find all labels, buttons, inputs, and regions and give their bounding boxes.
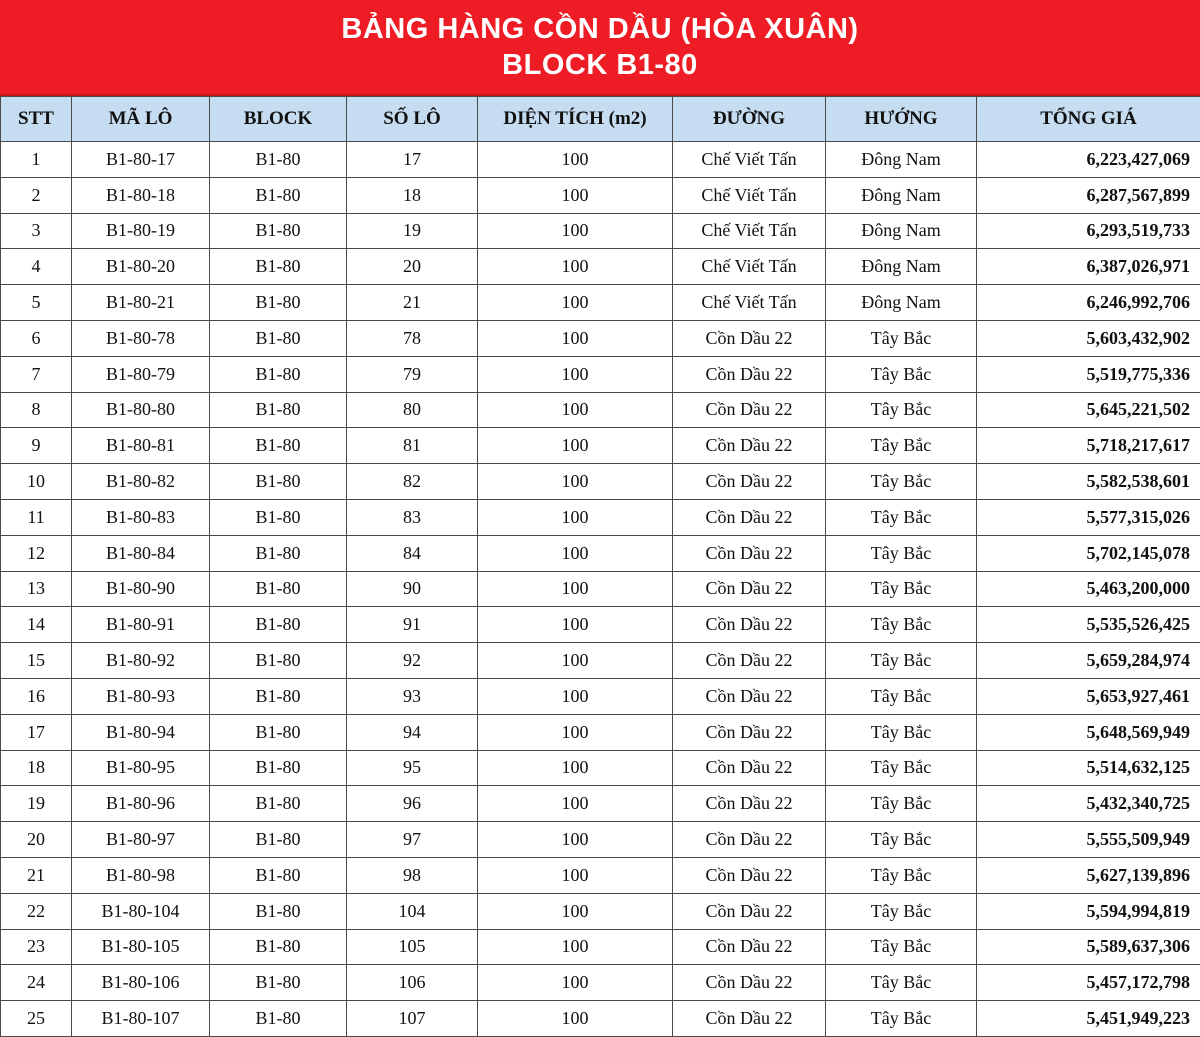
so-lo-cell: 106 xyxy=(347,965,478,1001)
ma-lo-cell: B1-80-92 xyxy=(72,643,210,679)
tong-gia-cell: 6,293,519,733 xyxy=(977,213,1200,249)
stt-cell: 5 xyxy=(1,285,72,321)
ma-lo-cell: B1-80-94 xyxy=(72,714,210,750)
duong-cell: Cồn Dầu 22 xyxy=(673,750,826,786)
block-cell: B1-80 xyxy=(210,320,347,356)
ma-lo-cell: B1-80-93 xyxy=(72,678,210,714)
table-row xyxy=(1,285,1200,321)
dien-tich-cell: 100 xyxy=(478,643,673,679)
so-lo-cell: 81 xyxy=(347,428,478,464)
column-header-dien-tich: DIỆN TÍCH (m2) xyxy=(478,97,673,142)
duong-cell: Cồn Dầu 22 xyxy=(673,535,826,571)
stt-cell: 19 xyxy=(1,786,72,822)
ma-lo-cell: B1-80-83 xyxy=(72,499,210,535)
title-line-2: BLOCK B1-80 xyxy=(502,47,698,83)
duong-cell: Cồn Dầu 22 xyxy=(673,929,826,965)
block-cell: B1-80 xyxy=(210,356,347,392)
duong-cell: Cồn Dầu 22 xyxy=(673,356,826,392)
so-lo-cell: 94 xyxy=(347,714,478,750)
table-row xyxy=(1,678,1200,714)
huong-cell: Tây Bắc xyxy=(826,822,977,858)
column-header-so-lo: SỐ LÔ xyxy=(347,97,478,142)
so-lo-cell: 107 xyxy=(347,1001,478,1037)
ma-lo-cell: B1-80-18 xyxy=(72,177,210,213)
dien-tich-cell: 100 xyxy=(478,392,673,428)
tong-gia-cell: 5,555,509,949 xyxy=(977,822,1200,858)
dien-tich-cell: 100 xyxy=(478,285,673,321)
block-cell: B1-80 xyxy=(210,714,347,750)
stt-cell: 3 xyxy=(1,213,72,249)
title-line-1: BẢNG HÀNG CỒN DẦU (HÒA XUÂN) xyxy=(341,11,858,47)
so-lo-cell: 105 xyxy=(347,929,478,965)
huong-cell: Tây Bắc xyxy=(826,499,977,535)
table-row xyxy=(1,929,1200,965)
table-row xyxy=(1,750,1200,786)
duong-cell: Cồn Dầu 22 xyxy=(673,965,826,1001)
duong-cell: Chế Viết Tấn xyxy=(673,142,826,178)
block-cell: B1-80 xyxy=(210,750,347,786)
stt-cell: 14 xyxy=(1,607,72,643)
table-row xyxy=(1,535,1200,571)
duong-cell: Cồn Dầu 22 xyxy=(673,571,826,607)
huong-cell: Tây Bắc xyxy=(826,786,977,822)
huong-cell: Tây Bắc xyxy=(826,893,977,929)
so-lo-cell: 104 xyxy=(347,893,478,929)
ma-lo-cell: B1-80-17 xyxy=(72,142,210,178)
dien-tich-cell: 100 xyxy=(478,1001,673,1037)
dien-tich-cell: 100 xyxy=(478,142,673,178)
huong-cell: Đông Nam xyxy=(826,285,977,321)
stt-cell: 11 xyxy=(1,499,72,535)
ma-lo-cell: B1-80-97 xyxy=(72,822,210,858)
tong-gia-cell: 5,582,538,601 xyxy=(977,464,1200,500)
block-cell: B1-80 xyxy=(210,965,347,1001)
block-cell: B1-80 xyxy=(210,428,347,464)
ma-lo-cell: B1-80-21 xyxy=(72,285,210,321)
huong-cell: Tây Bắc xyxy=(826,929,977,965)
stt-cell: 21 xyxy=(1,857,72,893)
so-lo-cell: 95 xyxy=(347,750,478,786)
so-lo-cell: 83 xyxy=(347,499,478,535)
duong-cell: Cồn Dầu 22 xyxy=(673,1001,826,1037)
dien-tich-cell: 100 xyxy=(478,893,673,929)
table-row xyxy=(1,356,1200,392)
tong-gia-cell: 6,246,992,706 xyxy=(977,285,1200,321)
so-lo-cell: 80 xyxy=(347,392,478,428)
tong-gia-cell: 5,627,139,896 xyxy=(977,857,1200,893)
ma-lo-cell: B1-80-105 xyxy=(72,929,210,965)
block-cell: B1-80 xyxy=(210,464,347,500)
duong-cell: Cồn Dầu 22 xyxy=(673,320,826,356)
dien-tich-cell: 100 xyxy=(478,356,673,392)
block-cell: B1-80 xyxy=(210,607,347,643)
dien-tich-cell: 100 xyxy=(478,822,673,858)
column-header-huong: HƯỚNG xyxy=(826,97,977,142)
so-lo-cell: 92 xyxy=(347,643,478,679)
table-row xyxy=(1,714,1200,750)
so-lo-cell: 18 xyxy=(347,177,478,213)
dien-tich-cell: 100 xyxy=(478,571,673,607)
dien-tich-cell: 100 xyxy=(478,929,673,965)
duong-cell: Cồn Dầu 22 xyxy=(673,499,826,535)
duong-cell: Cồn Dầu 22 xyxy=(673,893,826,929)
stt-cell: 10 xyxy=(1,464,72,500)
ma-lo-cell: B1-80-81 xyxy=(72,428,210,464)
table-row xyxy=(1,392,1200,428)
so-lo-cell: 79 xyxy=(347,356,478,392)
dien-tich-cell: 100 xyxy=(478,464,673,500)
so-lo-cell: 82 xyxy=(347,464,478,500)
ma-lo-cell: B1-80-84 xyxy=(72,535,210,571)
stt-cell: 23 xyxy=(1,929,72,965)
block-cell: B1-80 xyxy=(210,392,347,428)
dien-tich-cell: 100 xyxy=(478,965,673,1001)
table-body xyxy=(1,142,1200,1037)
table-row xyxy=(1,1001,1200,1037)
tong-gia-cell: 6,223,427,069 xyxy=(977,142,1200,178)
price-table xyxy=(0,96,1200,1037)
tong-gia-cell: 5,519,775,336 xyxy=(977,356,1200,392)
table-row xyxy=(1,249,1200,285)
stt-cell: 9 xyxy=(1,428,72,464)
duong-cell: Cồn Dầu 22 xyxy=(673,428,826,464)
duong-cell: Cồn Dầu 22 xyxy=(673,678,826,714)
tong-gia-cell: 5,718,217,617 xyxy=(977,428,1200,464)
block-cell: B1-80 xyxy=(210,857,347,893)
so-lo-cell: 97 xyxy=(347,822,478,858)
tong-gia-cell: 5,463,200,000 xyxy=(977,571,1200,607)
so-lo-cell: 98 xyxy=(347,857,478,893)
huong-cell: Tây Bắc xyxy=(826,965,977,1001)
huong-cell: Tây Bắc xyxy=(826,857,977,893)
dien-tich-cell: 100 xyxy=(478,857,673,893)
ma-lo-cell: B1-80-90 xyxy=(72,571,210,607)
tong-gia-cell: 5,648,569,949 xyxy=(977,714,1200,750)
dien-tich-cell: 100 xyxy=(478,320,673,356)
block-cell: B1-80 xyxy=(210,893,347,929)
stt-cell: 4 xyxy=(1,249,72,285)
dien-tich-cell: 100 xyxy=(478,607,673,643)
duong-cell: Cồn Dầu 22 xyxy=(673,607,826,643)
tong-gia-cell: 6,287,567,899 xyxy=(977,177,1200,213)
ma-lo-cell: B1-80-79 xyxy=(72,356,210,392)
stt-cell: 25 xyxy=(1,1001,72,1037)
stt-cell: 13 xyxy=(1,571,72,607)
so-lo-cell: 78 xyxy=(347,320,478,356)
huong-cell: Đông Nam xyxy=(826,142,977,178)
column-header-tong-gia: TỔNG GIÁ xyxy=(977,97,1200,142)
table-row xyxy=(1,428,1200,464)
duong-cell: Chế Viết Tấn xyxy=(673,285,826,321)
column-header-block: BLOCK xyxy=(210,97,347,142)
dien-tich-cell: 100 xyxy=(478,213,673,249)
ma-lo-cell: B1-80-104 xyxy=(72,893,210,929)
ma-lo-cell: B1-80-107 xyxy=(72,1001,210,1037)
huong-cell: Đông Nam xyxy=(826,213,977,249)
table-row xyxy=(1,786,1200,822)
table-row xyxy=(1,571,1200,607)
so-lo-cell: 20 xyxy=(347,249,478,285)
dien-tich-cell: 100 xyxy=(478,535,673,571)
block-cell: B1-80 xyxy=(210,571,347,607)
block-cell: B1-80 xyxy=(210,285,347,321)
table-row xyxy=(1,893,1200,929)
tong-gia-cell: 5,432,340,725 xyxy=(977,786,1200,822)
stt-cell: 1 xyxy=(1,142,72,178)
huong-cell: Tây Bắc xyxy=(826,607,977,643)
ma-lo-cell: B1-80-91 xyxy=(72,607,210,643)
so-lo-cell: 96 xyxy=(347,786,478,822)
stt-cell: 8 xyxy=(1,392,72,428)
tong-gia-cell: 5,603,432,902 xyxy=(977,320,1200,356)
ma-lo-cell: B1-80-96 xyxy=(72,786,210,822)
block-cell: B1-80 xyxy=(210,213,347,249)
table-row xyxy=(1,213,1200,249)
block-cell: B1-80 xyxy=(210,929,347,965)
stt-cell: 7 xyxy=(1,356,72,392)
ma-lo-cell: B1-80-78 xyxy=(72,320,210,356)
duong-cell: Cồn Dầu 22 xyxy=(673,822,826,858)
so-lo-cell: 21 xyxy=(347,285,478,321)
block-cell: B1-80 xyxy=(210,535,347,571)
huong-cell: Tây Bắc xyxy=(826,678,977,714)
table-header-row xyxy=(1,97,1200,142)
block-cell: B1-80 xyxy=(210,142,347,178)
stt-cell: 2 xyxy=(1,177,72,213)
duong-cell: Chế Viết Tấn xyxy=(673,249,826,285)
dien-tich-cell: 100 xyxy=(478,786,673,822)
stt-cell: 12 xyxy=(1,535,72,571)
ma-lo-cell: B1-80-95 xyxy=(72,750,210,786)
duong-cell: Chế Viết Tấn xyxy=(673,177,826,213)
duong-cell: Cồn Dầu 22 xyxy=(673,786,826,822)
huong-cell: Tây Bắc xyxy=(826,356,977,392)
block-cell: B1-80 xyxy=(210,786,347,822)
table-row xyxy=(1,607,1200,643)
tong-gia-cell: 5,589,637,306 xyxy=(977,929,1200,965)
so-lo-cell: 84 xyxy=(347,535,478,571)
tong-gia-cell: 5,514,632,125 xyxy=(977,750,1200,786)
so-lo-cell: 93 xyxy=(347,678,478,714)
dien-tich-cell: 100 xyxy=(478,714,673,750)
ma-lo-cell: B1-80-82 xyxy=(72,464,210,500)
ma-lo-cell: B1-80-19 xyxy=(72,213,210,249)
dien-tich-cell: 100 xyxy=(478,499,673,535)
tong-gia-cell: 5,645,221,502 xyxy=(977,392,1200,428)
huong-cell: Tây Bắc xyxy=(826,750,977,786)
column-header-stt: STT xyxy=(1,97,72,142)
ma-lo-cell: B1-80-98 xyxy=(72,857,210,893)
tong-gia-cell: 5,451,949,223 xyxy=(977,1001,1200,1037)
block-cell: B1-80 xyxy=(210,822,347,858)
dien-tich-cell: 100 xyxy=(478,750,673,786)
huong-cell: Tây Bắc xyxy=(826,428,977,464)
tong-gia-cell: 5,653,927,461 xyxy=(977,678,1200,714)
stt-cell: 20 xyxy=(1,822,72,858)
huong-cell: Tây Bắc xyxy=(826,714,977,750)
block-cell: B1-80 xyxy=(210,177,347,213)
huong-cell: Đông Nam xyxy=(826,249,977,285)
column-header-duong: ĐƯỜNG xyxy=(673,97,826,142)
ma-lo-cell: B1-80-20 xyxy=(72,249,210,285)
table-row xyxy=(1,965,1200,1001)
duong-cell: Cồn Dầu 22 xyxy=(673,714,826,750)
table-row xyxy=(1,320,1200,356)
stt-cell: 17 xyxy=(1,714,72,750)
table-row xyxy=(1,857,1200,893)
block-cell: B1-80 xyxy=(210,678,347,714)
duong-cell: Cồn Dầu 22 xyxy=(673,392,826,428)
block-cell: B1-80 xyxy=(210,643,347,679)
dien-tich-cell: 100 xyxy=(478,177,673,213)
tong-gia-cell: 5,577,315,026 xyxy=(977,499,1200,535)
stt-cell: 24 xyxy=(1,965,72,1001)
title-banner xyxy=(0,0,1200,96)
table-row xyxy=(1,142,1200,178)
table-row xyxy=(1,177,1200,213)
dien-tich-cell: 100 xyxy=(478,678,673,714)
tong-gia-cell: 5,702,145,078 xyxy=(977,535,1200,571)
table-row xyxy=(1,822,1200,858)
duong-cell: Cồn Dầu 22 xyxy=(673,643,826,679)
so-lo-cell: 19 xyxy=(347,213,478,249)
tong-gia-cell: 5,659,284,974 xyxy=(977,643,1200,679)
block-cell: B1-80 xyxy=(210,249,347,285)
huong-cell: Tây Bắc xyxy=(826,1001,977,1037)
tong-gia-cell: 5,535,526,425 xyxy=(977,607,1200,643)
so-lo-cell: 91 xyxy=(347,607,478,643)
block-cell: B1-80 xyxy=(210,1001,347,1037)
tong-gia-cell: 6,387,026,971 xyxy=(977,249,1200,285)
ma-lo-cell: B1-80-80 xyxy=(72,392,210,428)
table-row xyxy=(1,643,1200,679)
table-row xyxy=(1,499,1200,535)
stt-cell: 18 xyxy=(1,750,72,786)
ma-lo-cell: B1-80-106 xyxy=(72,965,210,1001)
huong-cell: Tây Bắc xyxy=(826,643,977,679)
block-cell: B1-80 xyxy=(210,499,347,535)
stt-cell: 16 xyxy=(1,678,72,714)
huong-cell: Tây Bắc xyxy=(826,535,977,571)
duong-cell: Cồn Dầu 22 xyxy=(673,857,826,893)
duong-cell: Chế Viết Tấn xyxy=(673,213,826,249)
stt-cell: 6 xyxy=(1,320,72,356)
tong-gia-cell: 5,457,172,798 xyxy=(977,965,1200,1001)
tong-gia-cell: 5,594,994,819 xyxy=(977,893,1200,929)
so-lo-cell: 17 xyxy=(347,142,478,178)
dien-tich-cell: 100 xyxy=(478,428,673,464)
so-lo-cell: 90 xyxy=(347,571,478,607)
huong-cell: Tây Bắc xyxy=(826,571,977,607)
stt-cell: 15 xyxy=(1,643,72,679)
duong-cell: Cồn Dầu 22 xyxy=(673,464,826,500)
stt-cell: 22 xyxy=(1,893,72,929)
column-header-ma-lo: MÃ LÔ xyxy=(72,97,210,142)
huong-cell: Tây Bắc xyxy=(826,392,977,428)
huong-cell: Tây Bắc xyxy=(826,320,977,356)
table-row xyxy=(1,464,1200,500)
huong-cell: Tây Bắc xyxy=(826,464,977,500)
dien-tich-cell: 100 xyxy=(478,249,673,285)
huong-cell: Đông Nam xyxy=(826,177,977,213)
